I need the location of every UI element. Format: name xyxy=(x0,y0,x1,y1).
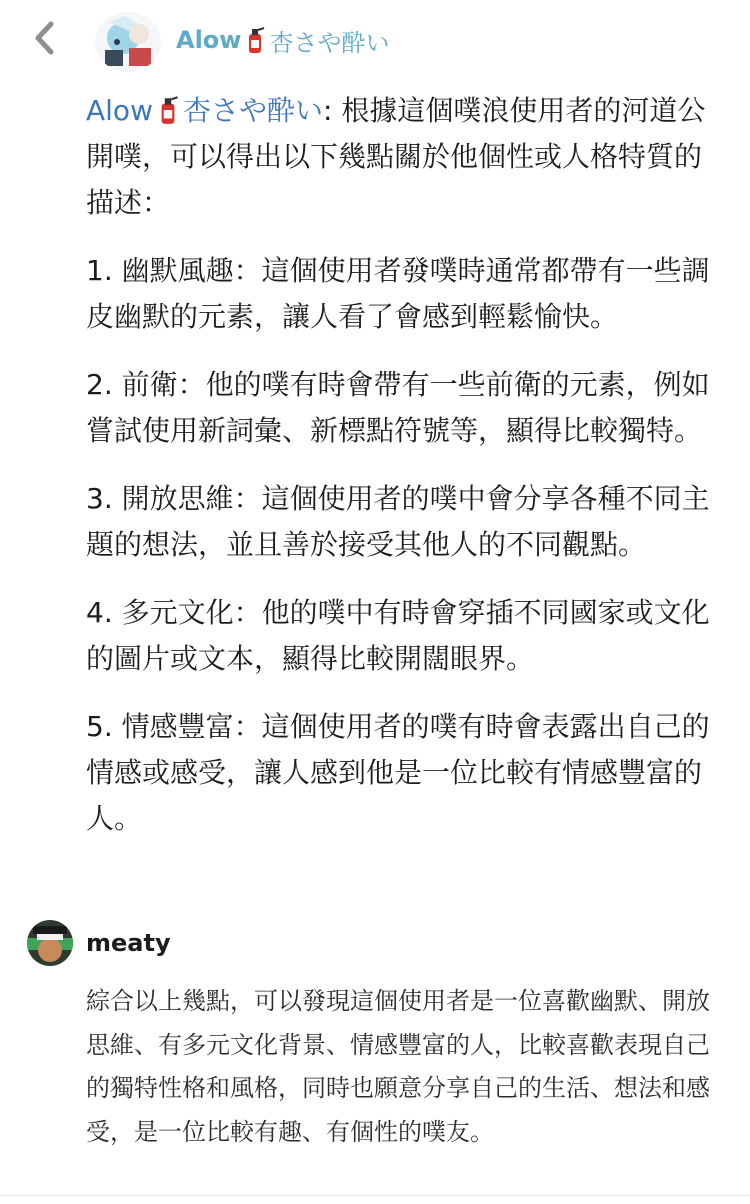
post-point: 2. 前衛：他的噗有時會帶有一些前衛的元素，例如嘗試使用新詞彙、新標點符號等，顯得比較獨特。 xyxy=(86,368,710,447)
avatar[interactable] xyxy=(95,12,161,72)
post-author-name: Alow xyxy=(86,94,153,127)
header xyxy=(0,0,750,80)
post-point: 4. 多元文化：他的噗中有時會穿插不同國家或文化的圖片或文本，顯得比較開闊眼界。 xyxy=(86,596,710,675)
header-user-name[interactable] xyxy=(176,22,389,58)
fire-extinguisher-icon xyxy=(244,25,266,55)
back-button[interactable] xyxy=(26,16,62,60)
post-intro-text: : 根據這個噗浪使用者的河道公開噗，可以得出以下幾點關於他個性或人格特質的描述： xyxy=(86,94,706,219)
post-intro xyxy=(86,88,726,226)
post-author-suffix: 杏さや酔い xyxy=(182,94,323,127)
chevron-left-icon xyxy=(33,21,55,55)
reply-text: 綜合以上幾點，可以發現這個使用者是一位喜歡幽默、開放思維、有多元文化背景、情感豐富的人，比較喜歡表現自己的獨特性格和風格，同時也願意分享自己的生活、想法和感受，是一位比較有趣、有個性的噗友。 xyxy=(86,987,710,1146)
reply-avatar[interactable] xyxy=(27,920,73,966)
header-name-suffix: 杏さや酔い xyxy=(269,28,390,57)
plurk-post xyxy=(86,88,726,864)
post-point: 1. 幽默風趣：這個使用者發噗時通常都帶有一些調皮幽默的元素，讓人看了會感到輕鬆愉快。 xyxy=(86,254,710,333)
header-name-text: Alow xyxy=(176,26,242,54)
post-point: 3. 開放思維：這個使用者的噗中會分享各種不同主題的想法，並且善於接受其他人的不同觀點。 xyxy=(86,482,710,561)
post-author-link[interactable] xyxy=(86,94,323,127)
reply-author-name[interactable]: meaty xyxy=(86,929,171,957)
divider xyxy=(0,1195,750,1196)
post-point: 5. 情感豐富：這個使用者的噗有時會表露出自己的情感或感受，讓人感到他是一位比較有情感豐富的人。 xyxy=(86,710,710,835)
fire-extinguisher-icon xyxy=(156,94,180,126)
